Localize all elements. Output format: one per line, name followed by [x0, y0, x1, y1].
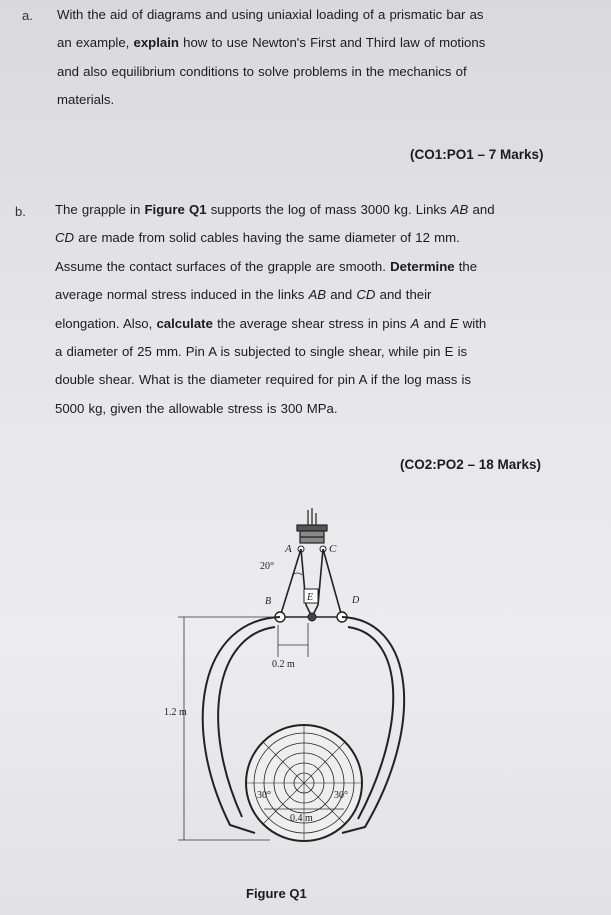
label-0-2m: 0.2 m	[272, 659, 295, 670]
pin-e	[308, 613, 316, 621]
question-b-line: Assume the contact surfaces of the grapple are smooth. Determine the	[55, 258, 478, 274]
question-a-text	[57, 1, 587, 115]
question-b-letter: b.	[15, 204, 26, 219]
label-e: E	[307, 592, 314, 603]
question-a-line: and also equilibrium conditions to solve problems in the mechanics of	[57, 63, 467, 79]
label-a: A	[285, 543, 292, 555]
label-0-4m: 0.4 m	[290, 813, 313, 824]
question-b-line: CD are made from solid cables having the same diameter of 12 mm.	[55, 230, 460, 246]
question-a-line: an example, explain how to use Newton's First and Third law of motions	[57, 35, 486, 51]
question-b-line: double shear. What is the diameter required for pin A if the log mass is	[55, 372, 472, 388]
question-a-line: materials.	[57, 92, 115, 108]
figure-caption: Figure Q1	[246, 886, 307, 901]
question-b-line: elongation. Also, calculate the average shear stress in pins A and E with	[55, 315, 487, 331]
label-angle-30-right: 30°	[334, 790, 348, 801]
label-1-2m: 1.2 m	[164, 707, 187, 718]
question-b-text	[55, 196, 590, 423]
label-b: B	[265, 596, 272, 607]
links	[280, 549, 342, 617]
label-angle-30-left: 30°	[257, 790, 271, 801]
question-b-line: a diameter of 25 mm. Pin A is subjected to single shear, while pin E is	[55, 344, 468, 360]
question-b-marks: (CO2:PO2 – 18 Marks)	[400, 457, 542, 472]
grapple-figure	[160, 505, 430, 850]
question-b-line: 5000 kg, given the allowable stress is 300 MPa.	[55, 400, 338, 416]
question-b-line: average normal stress induced in the links AB and CD and their	[55, 287, 432, 303]
question-a-letter: a.	[22, 8, 33, 23]
question-b-line: The grapple in Figure Q1 supports the log of mass 3000 kg. Links AB and	[55, 202, 495, 217]
lifting-head	[297, 508, 327, 543]
label-d: D	[352, 595, 360, 606]
question-a-line: With the aid of diagrams and using uniaxial loading of a prismatic bar as	[57, 7, 484, 22]
question-a-marks: (CO1:PO1 – 7 Marks)	[410, 147, 544, 162]
label-angle-20: 20°	[260, 561, 274, 572]
label-c: C	[329, 543, 337, 555]
